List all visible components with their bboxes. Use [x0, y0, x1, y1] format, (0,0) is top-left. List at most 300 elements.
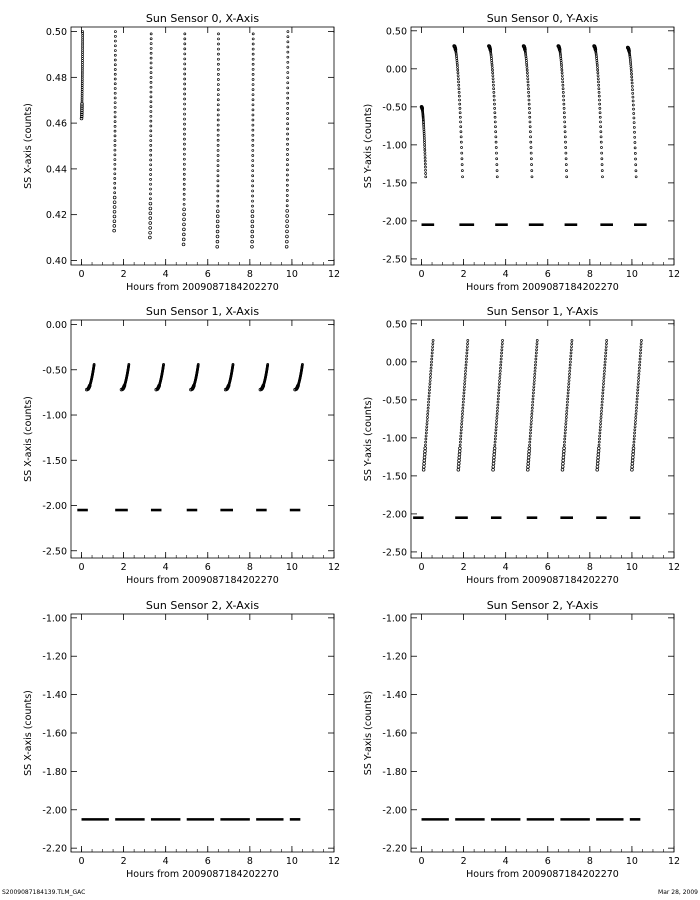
- data-point: [567, 398, 569, 400]
- data-point: [464, 383, 466, 385]
- data-point: [562, 84, 564, 86]
- data-point: [635, 176, 637, 178]
- x-tick-label: 4: [502, 856, 509, 867]
- chart-panel-2: [23, 305, 340, 586]
- data-point: [463, 392, 465, 394]
- data-point: [527, 84, 529, 86]
- data-point: [562, 450, 565, 453]
- chart-title: Sun Sensor 0, X-Axis: [145, 12, 260, 25]
- data-point: [287, 87, 289, 89]
- data-point: [531, 407, 533, 409]
- data-point: [600, 131, 602, 133]
- data-point: [637, 383, 639, 385]
- data-point: [492, 81, 494, 83]
- data-point: [114, 125, 116, 127]
- data-point: [114, 87, 116, 89]
- data-point: [252, 48, 254, 50]
- data-point: [636, 404, 638, 406]
- data-point: [565, 416, 567, 418]
- data-point: [597, 450, 600, 453]
- data-point: [217, 58, 219, 60]
- data-point: [570, 358, 572, 360]
- data-point: [82, 41, 84, 43]
- data-point: [150, 38, 152, 40]
- data-point: [597, 447, 600, 450]
- data-point: [150, 101, 152, 103]
- data-point: [495, 152, 497, 154]
- data-point: [568, 386, 570, 388]
- data-point: [596, 465, 599, 468]
- data-point: [252, 33, 254, 35]
- data-point: [422, 468, 425, 471]
- data-point: [287, 148, 289, 150]
- data-point: [182, 238, 185, 241]
- y-tick-label: -2.00: [42, 805, 67, 817]
- data-point: [286, 174, 288, 176]
- data-point: [429, 380, 431, 382]
- data-point: [596, 62, 598, 64]
- data-point: [184, 53, 186, 55]
- x-tick-label: 6: [204, 562, 211, 573]
- chart-panel-4: [23, 599, 340, 880]
- data-point: [599, 121, 601, 123]
- data-point: [604, 358, 606, 360]
- data-point: [252, 94, 254, 96]
- data-point: [82, 51, 84, 53]
- y-tick-label: 0.40: [45, 255, 67, 267]
- data-point: [150, 164, 152, 166]
- data-point: [596, 468, 599, 471]
- data-point: [635, 158, 637, 160]
- data-point: [150, 144, 152, 146]
- plot-frame: [411, 320, 674, 558]
- data-point: [526, 468, 529, 471]
- data-point: [184, 63, 186, 65]
- y-tick-label: -1.00: [42, 410, 67, 422]
- data-point: [495, 141, 497, 143]
- data-point: [569, 364, 571, 366]
- data-point: [598, 441, 600, 443]
- data-point: [562, 459, 565, 462]
- data-point: [114, 59, 116, 61]
- data-point: [113, 225, 116, 228]
- plot-frame: [411, 27, 674, 265]
- chart-title: Sun Sensor 2, X-Axis: [145, 599, 260, 612]
- data-point: [497, 395, 499, 397]
- data-point: [216, 245, 219, 248]
- data-point: [532, 404, 534, 406]
- data-point: [530, 429, 532, 431]
- data-point: [113, 215, 116, 218]
- data-point: [216, 210, 219, 213]
- data-point: [430, 373, 432, 375]
- data-point: [431, 352, 433, 354]
- data-point: [570, 355, 572, 357]
- data-point: [286, 220, 289, 223]
- data-point: [599, 426, 601, 428]
- data-point: [527, 462, 530, 465]
- data-point: [287, 133, 289, 135]
- data-point: [496, 410, 498, 412]
- data-point: [82, 49, 84, 51]
- data-point: [114, 192, 116, 194]
- data-point: [598, 99, 600, 101]
- data-point: [114, 144, 116, 146]
- data-point: [287, 128, 289, 130]
- data-point: [633, 122, 635, 124]
- data-point: [630, 65, 632, 67]
- data-point: [423, 453, 426, 456]
- data-point: [459, 112, 461, 114]
- data-point: [184, 83, 186, 85]
- data-point: [534, 364, 536, 366]
- data-point: [81, 60, 83, 62]
- data-point: [463, 398, 465, 400]
- data-point: [114, 83, 116, 85]
- data-point: [631, 468, 634, 471]
- x-axis-label: Hours from 2009087184202270: [126, 869, 279, 880]
- data-point: [532, 398, 534, 400]
- data-point: [598, 95, 600, 97]
- data-point: [182, 243, 185, 246]
- data-point: [252, 170, 254, 172]
- data-point: [563, 107, 565, 109]
- data-point: [500, 355, 502, 357]
- data-point: [568, 373, 570, 375]
- data-point: [636, 398, 638, 400]
- x-tick-label: 10: [285, 856, 298, 867]
- data-point: [639, 355, 641, 357]
- data-point: [605, 352, 607, 354]
- data-point: [81, 62, 83, 64]
- data-point: [459, 444, 461, 446]
- data-point: [498, 389, 500, 391]
- data-point: [286, 179, 288, 181]
- data-point: [605, 349, 607, 351]
- data-point: [603, 373, 605, 375]
- data-point: [531, 410, 533, 412]
- data-point: [459, 447, 462, 450]
- data-point: [532, 392, 534, 394]
- data-point: [432, 343, 434, 345]
- data-point: [563, 103, 565, 105]
- data-point: [457, 75, 459, 77]
- data-point: [217, 89, 219, 91]
- data-point: [81, 74, 83, 76]
- data-point: [499, 380, 501, 382]
- data-point: [527, 81, 529, 83]
- data-point: [217, 154, 219, 156]
- data-point: [496, 416, 498, 418]
- data-point: [639, 364, 641, 366]
- data-point: [216, 240, 219, 243]
- data-point: [527, 78, 529, 80]
- data-point: [492, 84, 494, 86]
- data-point: [150, 173, 152, 175]
- data-point: [499, 376, 501, 378]
- data-point: [431, 361, 433, 363]
- data-point: [635, 413, 637, 415]
- y-tick-label: -0.50: [382, 395, 407, 407]
- data-point: [495, 435, 497, 437]
- data-point: [286, 189, 288, 191]
- data-point: [603, 383, 605, 385]
- data-point: [639, 358, 641, 360]
- data-point: [529, 432, 531, 434]
- chart-panel-3: [363, 305, 680, 586]
- data-point: [631, 462, 634, 465]
- data-point: [217, 99, 219, 101]
- plot-frame: [71, 614, 334, 852]
- data-point: [424, 447, 427, 450]
- data-point: [430, 370, 432, 372]
- data-point: [600, 416, 602, 418]
- chart-panel-5: [363, 599, 680, 880]
- data-point: [183, 218, 186, 221]
- data-point: [460, 438, 462, 440]
- data-point: [460, 121, 462, 123]
- data-point: [184, 98, 186, 100]
- y-tick-label: -0.50: [382, 102, 407, 114]
- data-point: [562, 88, 564, 90]
- data-point: [633, 117, 635, 119]
- data-point: [528, 99, 530, 101]
- data-point: [640, 340, 642, 342]
- data-layer: [413, 340, 642, 518]
- data-point: [639, 361, 641, 363]
- data-point: [632, 92, 634, 94]
- data-point: [423, 459, 426, 462]
- data-point: [599, 103, 601, 105]
- x-tick-label: 6: [544, 856, 551, 867]
- data-point: [422, 465, 425, 468]
- y-tick-label: -1.00: [382, 613, 407, 625]
- data-point: [430, 364, 432, 366]
- data-point: [183, 228, 186, 231]
- data-point: [286, 159, 288, 161]
- y-tick-label: -2.20: [382, 843, 407, 855]
- data-point: [423, 133, 425, 135]
- data-point: [500, 364, 502, 366]
- data-point: [150, 159, 152, 161]
- data-point: [217, 149, 219, 151]
- data-point: [564, 131, 566, 133]
- data-point: [494, 444, 496, 446]
- data-point: [114, 135, 116, 137]
- data-point: [497, 401, 499, 403]
- data-point: [251, 235, 254, 238]
- data-point: [463, 389, 465, 391]
- data-point: [495, 423, 497, 425]
- data-point: [496, 420, 498, 422]
- data-point: [600, 413, 602, 415]
- data-point: [598, 88, 600, 90]
- data-point: [184, 118, 186, 120]
- data-point: [564, 438, 566, 440]
- data-point: [561, 468, 564, 471]
- data-point: [502, 340, 504, 342]
- data-point: [183, 158, 185, 160]
- data-point: [457, 78, 459, 80]
- data-point: [251, 205, 253, 207]
- data-point: [634, 136, 636, 138]
- data-point: [184, 108, 186, 110]
- data-point: [496, 413, 498, 415]
- data-point: [217, 114, 219, 116]
- data-point: [567, 389, 569, 391]
- data-point: [458, 459, 461, 462]
- y-tick-label: -2.00: [42, 501, 67, 513]
- data-point: [499, 367, 501, 369]
- data-point: [464, 376, 466, 378]
- data-point: [526, 66, 528, 68]
- data-point: [527, 453, 530, 456]
- data-point: [636, 395, 638, 397]
- data-point: [461, 170, 463, 172]
- data-point: [567, 392, 569, 394]
- data-point: [217, 144, 219, 146]
- y-axis-label: SS Y-axis (counts): [363, 103, 374, 189]
- x-tick-label: 12: [667, 856, 681, 867]
- data-point: [460, 426, 462, 428]
- data-point: [494, 441, 496, 443]
- data-point: [527, 88, 529, 90]
- data-point: [252, 53, 254, 55]
- data-point: [81, 70, 83, 72]
- data-point: [426, 423, 428, 425]
- data-point: [564, 136, 566, 138]
- data-point: [217, 43, 219, 45]
- data-point: [529, 121, 531, 123]
- data-point: [183, 183, 185, 185]
- data-point: [461, 152, 463, 154]
- data-point: [82, 45, 84, 47]
- data-point: [183, 163, 185, 165]
- data-point: [497, 398, 499, 400]
- data-point: [81, 76, 83, 78]
- x-tick-label: 2: [460, 856, 467, 867]
- data-point: [632, 89, 634, 91]
- data-point: [467, 340, 469, 342]
- y-tick-label: -1.00: [382, 433, 407, 445]
- data-point: [425, 176, 427, 178]
- data-point: [184, 73, 186, 75]
- data-point: [566, 413, 568, 415]
- data-point: [528, 91, 530, 93]
- data-point: [532, 395, 534, 397]
- data-point: [460, 126, 462, 128]
- data-point: [429, 383, 431, 385]
- y-axis-label: SS X-axis (counts): [23, 396, 34, 482]
- data-point: [150, 52, 152, 54]
- data-point: [252, 84, 254, 86]
- data-point: [640, 346, 642, 348]
- data-point: [252, 160, 254, 162]
- y-axis-label: SS X-axis (counts): [23, 103, 34, 189]
- data-point: [430, 367, 432, 369]
- x-tick-label: 4: [502, 269, 509, 280]
- data-point: [495, 147, 497, 149]
- data-point: [114, 149, 116, 151]
- data-point: [598, 84, 600, 86]
- data-point: [251, 230, 254, 233]
- data-point: [598, 91, 600, 93]
- data-point: [252, 195, 254, 197]
- data-point: [183, 178, 185, 180]
- data-point: [596, 60, 598, 62]
- data-point: [429, 386, 431, 388]
- data-point: [531, 170, 533, 172]
- data-point: [602, 386, 604, 388]
- data-point: [252, 104, 254, 106]
- data-point: [566, 407, 568, 409]
- data-point: [82, 37, 84, 39]
- data-point: [465, 367, 467, 369]
- data-point: [462, 407, 464, 409]
- x-axis-label: Hours from 2009087184202270: [466, 869, 619, 880]
- data-point: [602, 389, 604, 391]
- data-point: [530, 426, 532, 428]
- data-point: [570, 352, 572, 354]
- y-tick-label: -1.50: [382, 178, 407, 190]
- data-point: [563, 444, 565, 446]
- data-point: [114, 187, 116, 189]
- data-point: [529, 112, 531, 114]
- data-point: [601, 407, 603, 409]
- data-point: [460, 136, 462, 138]
- data-point: [631, 76, 633, 78]
- data-point: [634, 423, 636, 425]
- data-point: [150, 67, 152, 69]
- data-point: [114, 178, 116, 180]
- data-point: [114, 102, 116, 104]
- data-point: [565, 158, 567, 160]
- data-point: [466, 346, 468, 348]
- data-point: [564, 121, 566, 123]
- data-point: [634, 429, 636, 431]
- data-point: [498, 383, 500, 385]
- data-point: [561, 75, 563, 77]
- data-point: [534, 370, 536, 372]
- data-point: [632, 453, 635, 456]
- data-point: [493, 95, 495, 97]
- data-point: [183, 148, 185, 150]
- data-point: [526, 72, 528, 74]
- data-point: [114, 173, 116, 175]
- x-tick-label: 10: [625, 856, 638, 867]
- data-point: [81, 72, 83, 74]
- data-point: [491, 64, 493, 66]
- data-point: [566, 401, 568, 403]
- data-point: [287, 82, 289, 84]
- data-point: [528, 447, 531, 450]
- data-point: [428, 398, 430, 400]
- data-point: [634, 432, 636, 434]
- data-point: [457, 69, 459, 71]
- x-tick-label: 8: [586, 269, 593, 280]
- x-tick-label: 10: [285, 269, 298, 280]
- data-point: [461, 413, 463, 415]
- data-point: [287, 41, 289, 43]
- data-point: [217, 165, 219, 167]
- data-point: [604, 364, 606, 366]
- data-point: [535, 358, 537, 360]
- x-tick-label: 4: [162, 562, 169, 573]
- data-point: [251, 210, 254, 213]
- y-tick-label: 0.44: [45, 164, 67, 176]
- data-point: [149, 212, 152, 215]
- data-point: [631, 465, 634, 468]
